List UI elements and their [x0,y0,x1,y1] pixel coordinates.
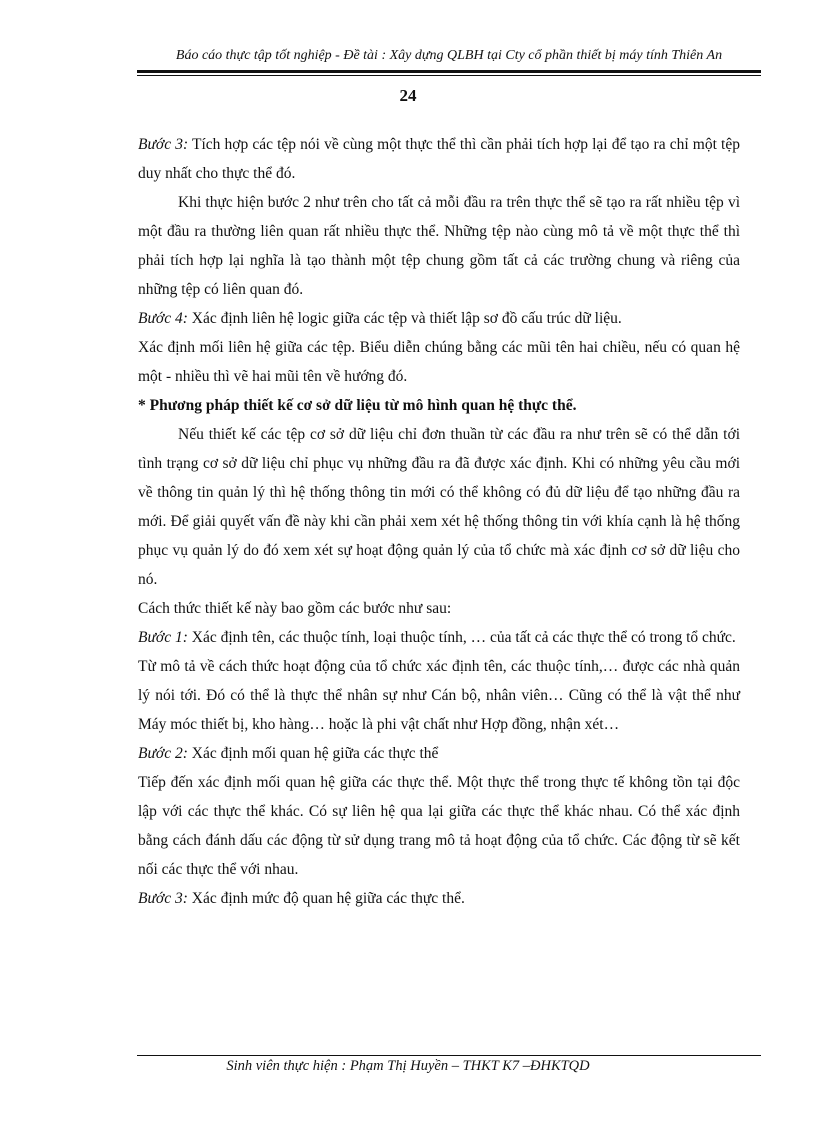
paragraph-step3-integrate [138,130,740,188]
section-heading [138,391,740,420]
paragraph-text: Xác định mối liên hệ giữa các tệp. Biểu diễn chúng bằng các mũi tên hai chiều, nếu có quan hệ một - nhiều thì vẽ hai mũi tên về hướng đó. [138,339,740,385]
heading-text: * Phương pháp thiết kế cơ sở dữ liệu từ mô hình quan hệ thực thể. [138,397,577,414]
paragraph-steps-intro [138,594,740,623]
paragraph-integration-detail [138,188,740,304]
paragraph-text: Cách thức thiết kế này bao gồm các bước như sau: [138,600,452,617]
paragraph-relations [138,333,740,391]
paragraph-step1-detail [138,652,740,739]
header-rule-thick [137,70,761,73]
paragraph-step2 [138,739,740,768]
paragraph-text: Khi thực hiện bước 2 như trên cho tất cả mỗi đầu ra trên thực thể sẽ tạo ra rất nhiều tệp vì một đầu ra thường liên quan rất nhiều thực thể. Những tệp nào cùng mô tả về một thực thể thì phải tích hợp lại nghĩa là tạo thành một tệp chung gồm tất cả các trường chung và riêng của những tệp có liên quan đó. [138,194,740,298]
step-label: Bước 3: [138,890,188,907]
page-number: 24 [399,86,417,105]
paragraph-step3-level [138,884,740,913]
paragraph-text: Xác định liên hệ logic giữa các tệp và thiết lập sơ đồ cấu trúc dữ liệu. [187,310,622,327]
paragraph-step1 [138,623,740,652]
paragraph-text: Nếu thiết kế các tệp cơ sở dữ liệu chỉ đơn thuần từ các đầu ra như trên sẽ có thể dẫn tới tình trạng cơ sở dữ liệu chỉ phục vụ những đầu ra đã được xác định. Khi có những yêu cầu mới về thông tin quản lý thì hệ thống thông tin mới có thể không có đủ dữ liệu để tạo những đầu ra mới. Để giải quyết vấn đề này khi cần phải xem xét hệ thống thông tin với khía cạnh là hệ thống phục vụ quản lý do đó xem xét sự hoạt động quản lý của tổ chức mà xác định cơ sở dữ liệu cho nó. [138,426,740,588]
page-body [138,130,740,913]
paragraph-er-method [138,420,740,594]
step-label: Bước 4: [138,310,188,327]
paragraph-text: Tiếp đến xác định mối quan hệ giữa các thực thể. Một thực thể trong thực tế không tồn tại độc lập với các thực thể khác. Có sự liên hệ qua lại giữa các thực thể khác nhau. Có thể xác định bằng cách đánh dấu các động từ sử dụng trang mô tả hoạt động của tổ chức. Các động từ sẽ kết nối các thực thể với nhau. [138,774,740,878]
running-header: Báo cáo thực tập tốt nghiệp - Đề tài : Xây dựng QLBH tại Cty cổ phần thiết bị máy tính Thiên An [175,48,723,63]
paragraph-text: Xác định tên, các thuộc tính, loại thuộc tính, … của tất cả các thực thể có trong tổ chức. [187,629,736,646]
paragraph-text: Từ mô tả về cách thức hoạt động của tổ chức xác định tên, các thuộc tính,… được các nhà quản lý nói tới. Đó có thể là thực thể nhân sự như Cán bộ, nhân viên… Cũng có thể là vật thể như Máy móc thiết bị, kho hàng… hoặc là phi vật chất như Hợp đồng, nhận xét… [138,658,740,733]
paragraph-text: Tích hợp các tệp nói về cùng một thực thể thì cần phải tích hợp lại để tạo ra chỉ một tệp duy nhất cho thực thể đó. [138,136,740,182]
paragraph-text: Xác định mức độ quan hệ giữa các thực thể. [187,890,465,907]
running-footer: Sinh viên thực hiện : Phạm Thị Huyền – THKT K7 –ĐHKTQD [226,1058,590,1074]
paragraph-step2-detail [138,768,740,884]
header-rule-thin [137,75,761,76]
footer-rule [137,1055,761,1056]
paragraph-text: Xác định mối quan hệ giữa các thực thể [187,745,439,762]
step-label: Bước 3: [138,136,189,153]
step-label: Bước 2: [138,745,188,762]
paragraph-step4 [138,304,740,333]
step-label: Bước 1: [138,629,188,646]
